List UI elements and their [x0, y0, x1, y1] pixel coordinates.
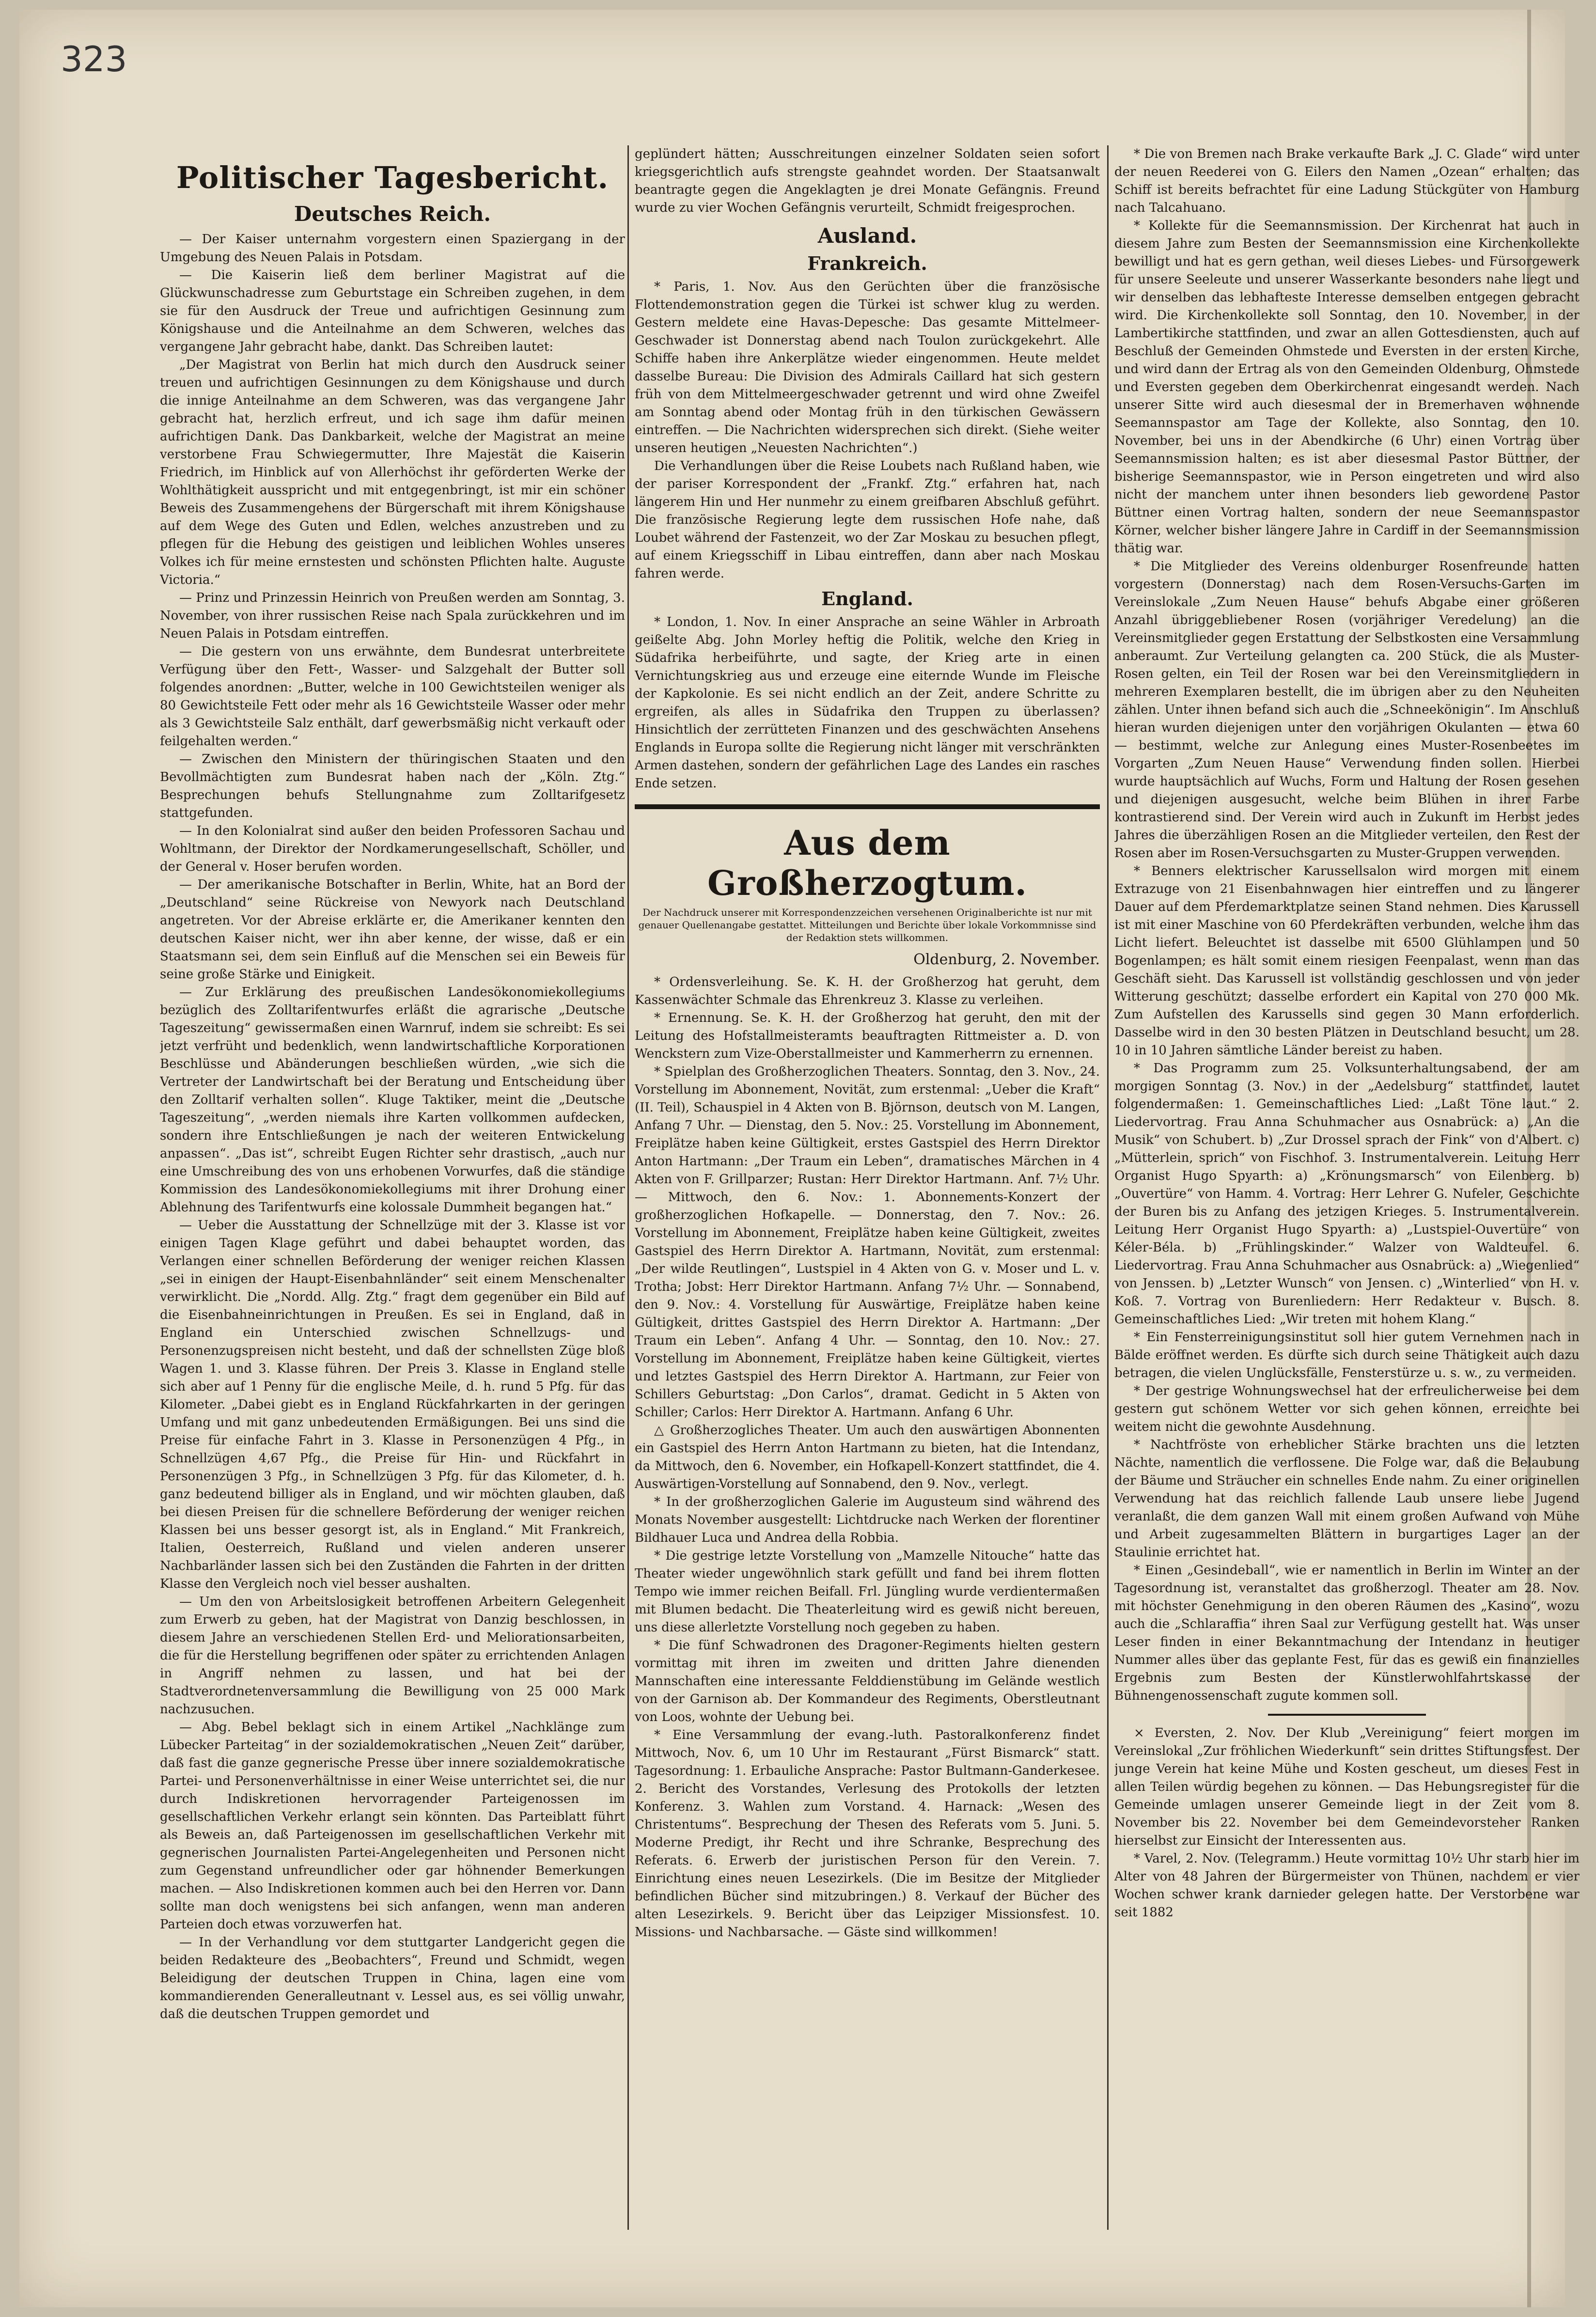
article-paragraph: * Einen „Gesindeball“, wie er namentlich in Berlin im Winter an der Tagesordnung ist, veranstaltet das großherzogl. Theater am 28. Nov. mit höchster Genehmigung in den oberen Räumen des „Kasino“, wozu auch die „Schlaraffia“ ihren Saal zur Verfügung gestellt hat. Was unser Leser finden in einer Bekanntmachung der Intendanz in heutiger Nummer alles über das geplante Fest, für das es gewiß ein finanzielles Ergebnis zum Besten der Künstlerwohlfahrtskasse der Bühnengenossenschaft zugute kommen soll.	[1114, 1563, 1580, 1703]
section-title-grand-duchy: Aus dem Großherzogtum.	[635, 804, 1100, 903]
article-paragraph: geplündert hätten; Ausschreitungen einzelner Soldaten seien sofort kriegsgerichtlich aufs strengste geahndet worden. Der Staatsanwalt beantragte gegen die Angeklagten je drei Monate Gefängnis. Freund wurde zu vier Wochen Gefängnis verurteilt, Schmidt freigesprochen.	[635, 147, 1100, 215]
article-paragraph: * Ein Fensterreinigungsinstitut soll hier gutem Vernehmen nach in Bälde eröffnet werden. Es dürfte sich durch seine Thätigkeit auch dazu betragen, die vielen Unglücksfälle, Fensterstürze u. s. w., zu vermeiden.	[1114, 1330, 1580, 1380]
section-title-political: Politischer Tagesbericht.	[176, 160, 609, 195]
subheading-france: Frankreich.	[807, 252, 927, 274]
article-paragraph: * Kollekte für die Seemannsmission. Der Kirchenrat hat auch in diesem Jahre zum Besten der Seemannsmission eine Kirchenkollekte bewilligt und hat es gern gethan, weil dieses Liebes- und Fürsorgewerk für unsere Seeleute und unserer Wasserkante besonders nahe liegt und wir denselben das lebhafteste Interesse demselben entgegen gebracht wird. Die Kirchenkollekte soll Sonntag, den 10. November, in der Lambertikirche stattfinden, und zwar an allen Gottesdiensten, auch auf Beschluß der Gemeinden Ohmstede und Eversten in der ersten Kirche, und wird dann der Ertrag als von den Gemeinden Oldenburg, Ohmstede und Eversten gegeben dem Oberkirchenrat eingesandt werden. Nach unserer Sitte wird auch diesesmal der in Bremerhaven wohnende Seemannspastor am Tage der Kollekte, also Sonntag, den 10. November, bei uns in der Abendkirche (6 Uhr) einen Vortrag über Seemannsmission halten; es ist aber diesesmal Pastor Büttner, der bisherige Seemannspastor, wie in Person eingetreten und wird also nicht der manchem unter ihnen besonders lieb gewordene Pastor Büttner einen Vortrag halten, sondern der neue Seemannspastor Körner, welcher bisher längere Jahre in Cardiff in der Seemannsmission thätig war.	[1114, 219, 1580, 556]
article-paragraph: * Benners elektrischer Karussellsalon wird morgen mit einem Extrazuge von 21 Eisenbahnwagen hier eintreffen und zu längerer Dauer auf dem Pferdemarktplatze seinen Stand nehmen. Dies Karussell ist mit einer Maschine von 60 Pferdekräften verbunden, welche ihm das Licht liefert. Beleuchtet ist dasselbe mit 6500 Glühlampen und 50 Bogenlampen; es hält somit einem riesigen Feenpalast, wenn man das Geschäft sieht. Das Karussell ist vollständig geschlossen und von jeder Witterung geschützt; dasselbe erfordert ein Kapital von 270 000 Mk. Zum Aufstellen des Karussells sind gegen 30 Mann erforderlich. Dasselbe wird in den 30 besten Plätzen in Deutschland besucht, um 28. 10 in 10 Jahren sämtliche Länder bereist zu haben.	[1114, 864, 1580, 1058]
article-paragraph: — In den Kolonialrat sind außer den beiden Professoren Sachau und Wohltmann, der Direktor der Nordkamerungesellschaft, Schöller, und der General v. Hoser berufen worden.	[160, 824, 625, 874]
article-paragraph: — Der amerikanische Botschafter in Berlin, White, hat an Bord der „Deutschland“ seine Rückreise von Newyork nach Deutschland angetreten. Vor der Abreise erklärte er, die Amerikaner kennten den deutschen Kaiser nicht, wer ihn aber kenne, der wisse, daß er ein Staatsmann sei, dem sein Einfluß auf die Menschen sei ein Beweis für seine große Stärke und Einigkeit.	[160, 877, 625, 982]
subheading-england: England.	[821, 588, 913, 610]
article-paragraph: — Prinz und Prinzessin Heinrich von Preußen werden am Sonntag, 3. November, von ihrer russischen Reise nach Spala zurückkehren und im Neuen Palais in Potsdam eintreffen.	[160, 591, 625, 641]
column-rule-1	[627, 145, 629, 2230]
newspaper-page	[19, 10, 1580, 2307]
article-paragraph: △ Großherzogliches Theater. Um auch den auswärtigen Abonnenten ein Gastspiel des Herrn Anton Hartmann zu bieten, hat die Intendanz, da Mittwoch, den 6. November, ein Hofkapell-Konzert stattfindet, die 4. Auswärtigen-Vorstellung auf Sonnabend, den 9. Nov., verlegt.	[635, 1423, 1100, 1491]
column-2	[635, 145, 1100, 2249]
article-paragraph: „Der Magistrat von Berlin hat mich durch den Ausdruck seiner treuen und aufrichtigen Gesinnungen zu dem Königshause und durch die innige Anteilnahme an dem Schweren, was das vergangene Jahr gebracht hat, herzlich erfreut, und ich sage ihm dafür meinen aufrichtigen Dank. Das Dankbarkeit, welche der Magistrat an meine verstorbene Frau Schwiegermutter, Ihre Majestät die Kaiserin Friedrich, im Hinblick auf von Allerhöchst ihr geförderten Werke der Wohlthätigkeit ausspricht und mit entgegenbringt, ist mir ein schöner Beweis des Zusammengehens der Bürgerschaft mit ihrem Königshause auf dem Wege des Guten und Edlen, welches anzustreben und zu pflegen für die Hebung des geistigen und leiblichen Wohles unseres Volkes ich für meine ernstesten und schönsten Pflichten halte. Auguste Victoria.“	[160, 358, 625, 587]
article-paragraph: * Varel, 2. Nov. (Telegramm.) Heute vormittag 10½ Uhr starb hier im Alter von 48 Jahren der Bürgermeister von Thünen, nachdem er vier Wochen schwer krank darnieder gelegen hatte. Der Verstorbene war seit 1882	[1114, 1851, 1580, 1920]
article-paragraph: * Die fünf Schwadronen des Dragoner-Regiments hielten gestern vormittag mit ihren im zweiten und dritten Jahre dienenden Mannschaften eine interessante Felddienstübung im Gelände westlich von der Garnison ab. Der Kommandeur des Regiments, Oberstleutnant von Loos, wohnte der Uebung bei.	[635, 1638, 1100, 1724]
article-paragraph: — In der Verhandlung vor dem stuttgarter Landgericht gegen die beiden Redakteure des „Beobachters“, Freund und Schmidt, wegen Beleidigung der deutschen Truppen in China, lagen eine vom kommandierenden Generalleutnant v. Lessel aus, es sei völlig unwahr, daß die deutschen Truppen gemordet und	[160, 1935, 625, 2021]
column-1	[160, 145, 625, 2249]
article-paragraph: * Das Programm zum 25. Volksunterhaltungsabend, der am morgigen Sonntag (3. Nov.) in der „Aedelsburg“ stattfindet, lautet folgendermaßen: 1. Gemeinschaftliches Lied: „Laßt Töne laut.“ 2. Liedervortrag. Frau Anna Schuhmacher aus Osnabrück: a) „An die Musik“ von Schubert. b) „Zur Drossel sprach der Fink“ von d'Albert. c) „Mütterlein, sprich“ von Fischhof. 3. Instrumentalverein. Leitung Herr Organist Hugo Spyarth: a) „Krönungsmarsch“ von Eilenberg. b) „Ouvertüre“ von Hamm. 4. Vortrag: Herr Lehrer G. Nufeler, Geschichte der Buren bis zu Anfang des jetzigen Krieges. 5. Instrumentalverein. Leitung Herr Organist Hugo Spyarth: a) „Lustspiel-Ouvertüre“ von Kéler-Béla. b) „Frühlingskinder.“ Walzer von Waldteufel. 6. Liedervortrag. Frau Anna Schuhmacher aus Osnabrück: a) „Wiegenlied“ von Jenssen. b) „Letzter Wunsch“ von Jensen. c) „Winterlied“ von H. v. Koß. 7. Vortrag von Burenliedern: Herr Redakteur v. Busch. 8. Gemeinschaftliches Lied: „Wir treten mit hohem Klang.“	[1114, 1061, 1580, 1327]
article-paragraph: — Zwischen den Ministern der thüringischen Staaten und den Bevollmächtigten zum Bundesrat haben nach der „Köln. Ztg.“ Besprechungen behufs Stellungnahme zum Zolltarifgesetz stattgefunden.	[160, 752, 625, 820]
article-paragraph: — Der Kaiser unternahm vorgestern einen Spaziergang in der Umgebung des Neuen Palais in Potsdam.	[160, 232, 625, 265]
article-paragraph: — Um den von Arbeitslosigkeit betroffenen Arbeitern Gelegenheit zum Erwerb zu geben, hat der Magistrat von Danzig beschlossen, in diesem Jahre an verschiedenen Stellen Erd- und Meliorationsarbeiten, die für die Herstellung begriffenen oder später zu errichtenden Anlagen in Angriff nehmen zu lassen, und hat bei der Stadtverordnetenversammlung die Bewilligung von 25 000 Mark nachzusuchen.	[160, 1595, 625, 1717]
article-paragraph: * Nachtfröste von erheblicher Stärke brachten uns die letzten Nächte, namentlich die verflossene. Die Folge war, daß die Belaubung der Bäume und Sträucher ein schnelles Ende nahm. Zu einer originellen Verwendung hat das reichlich fallende Laub unsere liebe Jugend veranlaßt, die dem ganzen Wall mit einem großen Aufwand von Mühe und Arbeit zugesammelten Blättern in burgartiges Lager an der Staulinie errichtet hat.	[1114, 1438, 1580, 1560]
separator-rule	[1268, 1714, 1426, 1716]
article-paragraph: * Spielplan des Großherzoglichen Theaters. Sonntag, den 3. Nov., 24. Vorstellung im Abonnement, Novität, zum erstenmal: „Ueber die Kraft“ (II. Teil), Schauspiel in 4 Akten von B. Björnson, deutsch von M. Langen, Anfang 7 Uhr. — Dienstag, den 5. Nov.: 25. Vorstellung im Abonnement, Freiplätze haben keine Gültigkeit, erstes Gastspiel des Herrn Direktor Anton Hartmann: „Der Traum ein Leben“, dramatisches Märchen in 4 Akten von F. Grillparzer; Rustan: Herr Direktor Hartmann. Anf. 7½ Uhr. — Mittwoch, den 6. Nov.: 1. Abonnements-Konzert der großherzoglichen Hofkapelle. — Donnerstag, den 7. Nov.: 26. Vorstellung im Abonnement, Freiplätze haben keine Gültigkeit, zweites Gastspiel des Herrn Direktor A. Hartmann, Novität, zum erstenmal: „Der wilde Reutlingen“, Lustspiel in 4 Akten von G. v. Moser und L. v. Trotha; Jobst: Herr Direktor Hartmann. Anfang 7½ Uhr. — Sonnabend, den 9. Nov.: 4. Vorstellung für Auswärtige, Freiplätze haben keine Gültigkeit, drittes Gastspiel des Herrn Direktor A. Hartmann: „Der Traum ein Leben“. Anfang 4 Uhr. — Sonntag, den 10. Nov.: 27. Vorstellung im Abonnement, Freiplätze haben keine Gültigkeit, viertes und letztes Gastspiel des Herrn Direktor A. Hartmann, zur Feier von Schillers Geburtstag: „Don Carlos“, dramat. Gedicht in 5 Akten von Schiller; Carlos: Herr Direktor A. Hartmann. Anfang 6 Uhr.	[635, 1065, 1100, 1420]
article-paragraph: * Paris, 1. Nov. Aus den Gerüchten über die französische Flottendemonstration gegen die Türkei ist schwer klug zu werden. Gestern meldete eine Havas-Depesche: Das gesamte Mittelmeer-Geschwader ist Donnerstag abend nach Toulon zurückgekehrt. Alle Schiffe haben ihre Ankerplätze wieder eingenommen. Heute meldet dasselbe Bureau: Die Division des Admirals Caillard hat sich gestern früh von dem Mittelmeergeschwader getrennt und wird ohne Zweifel am Sonntag abend oder Montag früh in den türkischen Gewässern eintreffen. — Die Nachrichten widersprechen sich direkt. (Siehe weiter unseren heutigen „Neuesten Nachrichten“.)	[635, 280, 1100, 455]
article-paragraph: * Eine Versammlung der evang.-luth. Pastoralkonferenz findet Mittwoch, Nov. 6, um 10 Uhr im Restaurant „Fürst Bismarck“ statt. Tagesordnung: 1. Erbauliche Ansprache: Pastor Bultmann-Ganderkesee. 2. Bericht des Vorstandes, Verlesung des Protokolls der letzten Konferenz. 3. Wahlen zum Vorstand. 4. Harnack: „Wesen des Christentums“. Besprechung der Thesen des Referats vom 5. Juni. 5. Moderne Predigt, ihr Recht und ihre Schranke, Besprechung des Referats. 6. Erwerb der juristischen Person für den Verein. 7. Einrichtung eines neuen Lesezirkels. (Die im Besitze der Mitglieder befindlichen Bücher sind mitzubringen.) 8. Verkauf der Bücher des alten Lesezirkels. 9. Bericht über das Leipziger Missionsfest. 10. Missions- und Nachbarsache. — Gäste sind willkommen!	[635, 1728, 1100, 1940]
dateline: Oldenburg, 2. November.	[913, 951, 1100, 968]
article-paragraph: * Die Mitglieder des Vereins oldenburger Rosenfreunde hatten vorgestern (Donnerstag) nach dem Rosen-Versuchs-Garten im Vereinslokale „Zum Neuen Hause“ behufs Abgabe einer größeren Anzahl übriggebliebener Rosen (vorjähriger Veredelung) an die Vereinsmitglieder gegen Erstattung der Selbstkosten eine Versammlung anberaumt. Zur Verteilung gelangten ca. 200 Stück, die als Muster-Rosen gelten, ein Teil der Rosen war bei den Vereinsmitgliedern in mehreren Exemplaren bestellt, die im übrigen aber zu den Neuheiten zählen. Unter ihnen befand sich auch die „Schneekönigin“. Im Anschluß hieran wurden diejenigen unter den vorjährigen Okulanten — etwa 60 — bestimmt, welche zur Anlegung eines Muster-Rosenbeetes im Vorgarten „Zum Neuen Hause“ Verwendung finden sollen. Hierbei wurde hauptsächlich auf Wuchs, Form und Haltung der Rosen gesehen und diejenigen ausgesucht, welche beim Blühen in ihrer Farbe kontrastierend sind. Der Verein wird auch in Zukunft im Herbst jedes Jahres die überzähligen Rosen an die Mitglieder verteilen, den Rest der Rosen aber im Rosen-Versuchsgarten zu Muster-Gruppen verwenden.	[1114, 559, 1580, 861]
article-paragraph: Die Verhandlungen über die Reise Loubets nach Rußland haben, wie der pariser Korrespondent der „Frankf. Ztg.“ erfahren hat, nach längerem Hin und Her nunmehr zu einem greifbaren Abschluß geführt. Die französische Regierung legte dem russischen Hofe nahe, daß Loubet während der Fastenzeit, wo der Zar Moskau zu besuchen pflegt, auf einem Kriegsschiff in Libau eintreffen, dann aber nach Moskau fahren werde.	[635, 459, 1100, 581]
article-paragraph: * Ernennung. Se. K. H. der Großherzog hat geruht, den mit der Leitung des Hofstallmeisteramts beauftragten Rittmeister a. D. von Wenckstern zum Vize-Oberstallmeister und Kammerherrn zu ernennen.	[635, 1011, 1100, 1061]
section-heading-foreign: Ausland.	[817, 224, 917, 248]
column-3	[1114, 145, 1580, 2249]
page-number: 323	[61, 39, 127, 79]
article-paragraph: — Zur Erklärung des preußischen Landesökonomiekollegiums bezüglich des Zolltarifentwurfes erläßt die agrarische „Deutsche Tageszeitung“ gewissermaßen einen Warnruf, indem sie schreibt: Es sei jetzt verfrüht und bedenklich, wenn landwirtschaftliche Korporationen Beschlüsse und Abänderungen beschließen würden, „wie sich die Vertreter der Landwirtschaft bei der Beratung und Entscheidung über den Zolltarif verhalten sollen“. Kluge Taktiker, meint die „Deutsche Tageszeitung“, „werden niemals ihre Karten vollkommen aufdecken, sondern ihre Entschließungen je nach der weiteren Entwickelung anpassen“. „Das ist“, schreibt Eugen Richter sehr drastisch, „auch nur eine Umschreibung des von uns erhobenen Vorwurfes, daß die ständige Kommission des Landesökonomiekollegiums mit ihrer Drohung einer Ablehnung des Tarifentwurfs eine kolossale Dummheit begangen hat.“	[160, 985, 625, 1215]
reprint-notice: Der Nachdruck unserer mit Korrespondenzzeichen versehenen Originalberichte ist nur mit genauer Quellenangabe gestattet. Mitteilungen und Berichte über lokale Vorkommnisse sind der Redaktion stets willkommen.	[638, 907, 1096, 943]
article-paragraph: * Die von Bremen nach Brake verkaufte Bark „J. C. Glade“ wird unter der neuen Reederei von G. Eilers den Namen „Ozean“ erhalten; das Schiff ist bereits befrachtet für eine Ladung Stückgüter von Hamburg nach Talcahuano.	[1114, 147, 1580, 215]
article-paragraph: — Ueber die Ausstattung der Schnellzüge mit der 3. Klasse ist vor einigen Tagen Klage geführt und dabei behauptet worden, das Verlangen einer schnellen Beförderung der weniger reichen Klassen „sei in einigen der Haupt-Eisenbahnländer“ seit einem Menschenalter verwirklicht. Die „Nordd. Allg. Ztg.“ fragt dem gegenüber ein Bild auf die Eisenbahneinrichtungen in Preußen. Es sei in England, daß in England ein Unterschied zwischen Schnellzugs- und Personenzugspreisen nicht besteht, und daß der schnellsten Züge bloß Wagen 1. und 3. Klasse führen. Der Preis 3. Klasse in England stelle sich aber auf 1 Penny für die englische Meile, d. h. rund 5 Pfg. für das Kilometer. „Dabei giebt es in England Rückfahrkarten in der geringen Umfang und mit ganz unbedeutenden Ermäßigungen. Bei uns sind die Preise für einfache Fahrt in 3. Klasse in Personenzügen 4 Pfg., in Schnellzügen 4,67 Pfg., die Preise für Hin- und Rückfahrt in Personenzügen 3 Pfg., in Schnellzügen 3 Pfg. für das Kilometer, d. h. ganz bedeutend billiger als in England, und wir möchten glauben, daß bei diesen Preisen für die schnellere Beförderung der weniger reichen Klassen bei uns besser gesorgt ist, als in England.“ Mit Frankreich, Italien, Oesterreich, Rußland und vielen anderen unserer Nachbarländer lassen sich bei den Zuständen die Fahrten in der dritten Klasse den Vergleich noch viel besser aushalten.	[160, 1218, 625, 1591]
section-heading-german-empire: Deutsches Reich.	[294, 202, 491, 226]
article-paragraph: — Die Kaiserin ließ dem berliner Magistrat auf die Glückwunschadresse zum Geburtstage ein Schreiben zugehen, in dem sie für den Ausdruck der Treue und aufrichtigen Gesinnung zum Königshause und die Anteilnahme an dem Schweren, welches das vergangene Jahr gebracht habe, dankt. Das Schreiben lautet:	[160, 268, 625, 354]
article-paragraph: * In der großherzoglichen Galerie im Augusteum sind während des Monats November ausgestellt: Lichtdrucke nach Werken der florentiner Bildhauer Luca und Andrea della Robbia.	[635, 1495, 1100, 1545]
column-rule-2	[1107, 145, 1109, 2230]
article-paragraph: * Die gestrige letzte Vorstellung von „Mamzelle Nitouche“ hatte das Theater wieder ungewöhnlich stark gefüllt und fand bei ihrem flotten Tempo wie immer reichen Beifall. Frl. Jüngling wurde verdientermaßen mit Blumen bedacht. Die Theaterleitung wird es gewiß nicht bereuen, uns diese allerletzte Vorstellung noch gegeben zu haben.	[635, 1549, 1100, 1635]
article-paragraph: — Abg. Bebel beklagt sich in einem Artikel „Nachklänge zum Lübecker Parteitag“ in der sozialdemokratischen „Neuen Zeit“ darüber, daß fast die ganze gegnerische Presse über innere sozialdemokratische Partei- und Personenverhältnisse in einer Weise unterrichtet sei, die nur durch Indiskretionen hervorragender Parteigenossen im gesellschaftlichen Verkehr erlangt sein könnten. Das Parteiblatt führt als Beweis an, daß Parteigenossen im gesellschaftlichen Verkehr mit gegnerischen Journalisten Partei-Angelegenheiten und Personen nicht zum Gegenstand unfreundlicher oder gar höhnender Bemerkungen machen. — Also Indiskretionen kommen auch bei den Herren vor. Dann sollte man doch wenigstens bei sich anfangen, wenn man anderen Parteien doch etwas vorzuwerfen hat.	[160, 1720, 625, 1932]
article-paragraph: — Die gestern von uns erwähnte, dem Bundesrat unterbreitete Verfügung über den Fett-, Wasser- und Salzgehalt der Butter soll folgendes anordnen: „Butter, welche in 100 Gewichtsteilen weniger als 80 Gewichtsteile Fett oder mehr als 16 Gewichtsteile Wasser oder mehr als 3 Gewichtsteile Salz enthält, darf gewerbsmäßig nicht verkauft oder feilgehalten werden.“	[160, 644, 625, 749]
article-paragraph: * London, 1. Nov. In einer Ansprache an seine Wähler in Arbroath geißelte Abg. John Morley heftig die Politik, welche den Krieg in Südafrika herbeiführte, und sagte, der Krieg arte in einen Vernichtungskrieg aus und erzeuge eine eiternde Wunde im Fleische der Kapkolonie. Es sei nicht endlich an der Zeit, andere Schritte zu ergreifen, als alles in Südafrika den Truppen zu überlassen? Hinsichtlich der zerrütteten Finanzen und des geschwächten Ansehens Englands in Europa sollte die Regierung nicht länger mit verschränkten Armen dastehen, sondern der gefährlichen Lage des Landes ein rasches Ende setzen.	[635, 615, 1100, 791]
article-paragraph: * Ordensverleihung. Se. K. H. der Großherzog hat geruht, dem Kassenwächter Schmale das Ehrenkreuz 3. Klasse zu verleihen.	[635, 975, 1100, 1007]
article-paragraph: * Der gestrige Wohnungswechsel hat der erfreulicherweise bei dem gestern gut schönem Wetter vor sich gehen können, erreichte bei weitem nicht die gewohnte Ausdehnung.	[1114, 1384, 1580, 1434]
article-paragraph: × Eversten, 2. Nov. Der Klub „Vereinigung“ feiert morgen im Vereinslokal „Zur fröhlichen Wiederkunft“ sein drittes Stiftungsfest. Der junge Verein hat keine Mühe und Kosten gescheut, um dieses Fest in allen Teilen würdig begehen zu können. — Das Hebungsregister für die Gemeinde umlagen unserer Gemeinde liegt in der Zeit vom 8. November bis 22. November bei dem Gemeindevorsteher Ranken hierselbst zur Einsicht der Interessenten aus.	[1114, 1726, 1580, 1848]
column-1-articles	[160, 231, 625, 2023]
